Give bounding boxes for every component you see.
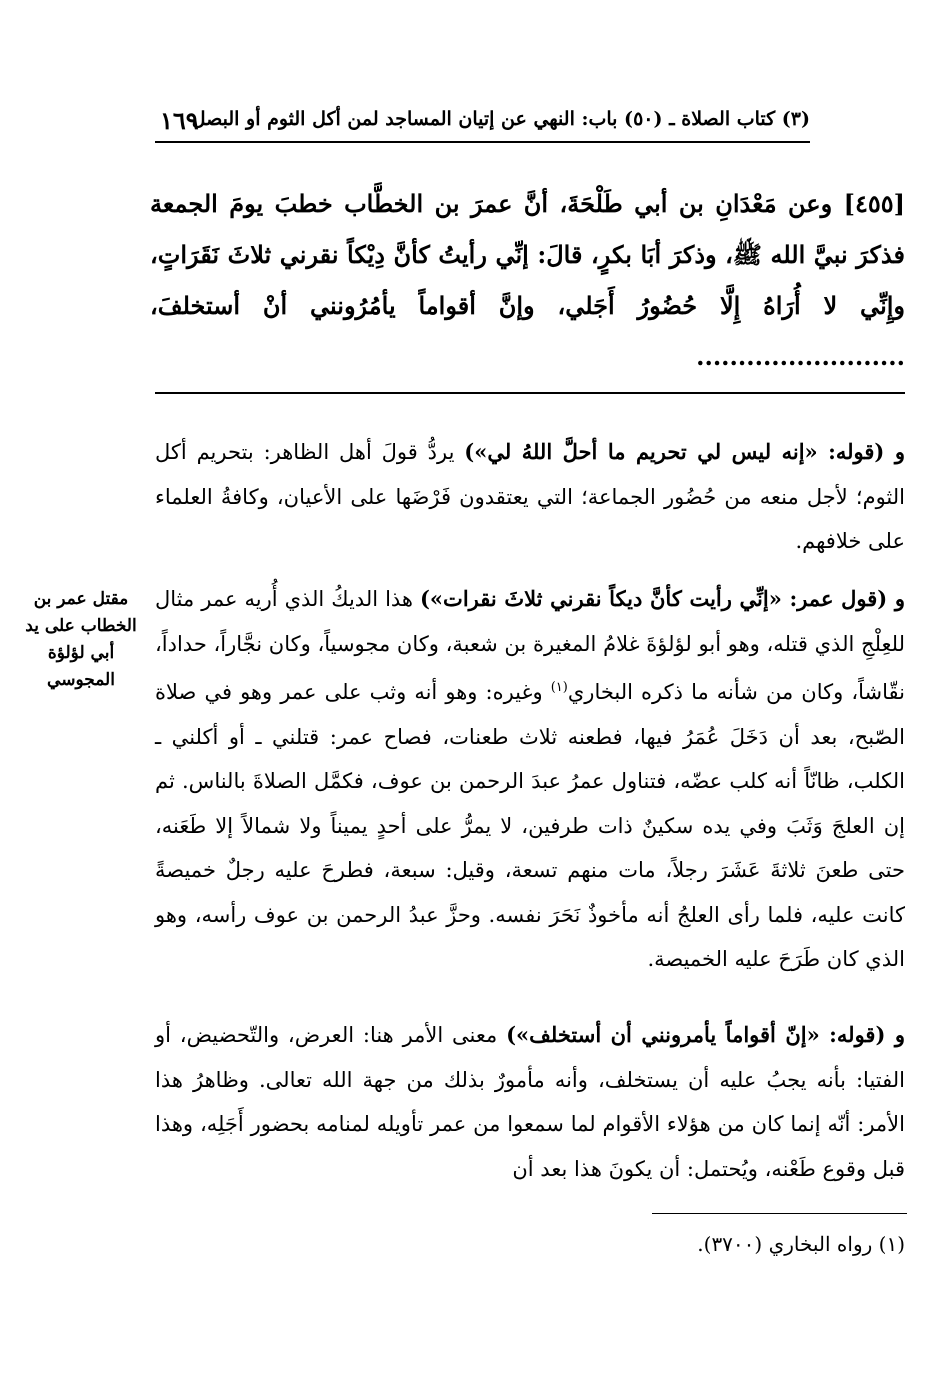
commentary-paragraph-3 <box>155 1013 905 1191</box>
running-header <box>160 108 810 140</box>
hadith-dots: ......................... <box>696 342 905 371</box>
commentary-text-2b: وغيره: وهو أنه وثب على عمر وهو في صلاة الصّبح، بعد أن دَخَلَ عُمَرُ فيها، فطعنه ثلاث طعنات، فصاح عمر: قتلني ـ أو أكلني ـ الكلب، ظانّاً أنه كلب عضّه، فتناول عمرُ عبدَ الرحمن بن عوف، فكمَّل الصلاةَ بالناس. ثم إن العلجَ وَثَبَ وفي يده سكينٌ ذات طرفين، لا يمرُّ على أحدٍ يميناً ولا شمالاً إلا طَعَنه، حتى طعنَ ثلاثةَ عَشَرَ رجلاً، مات منهم تسعة، وقيل: سبعة، فطرحَ عليه رجلٌ خميصةً كانت عليه، فلما رأى العلجُ أنه مأخوذٌ نَحَرَ نفسه. وحزَّ عبدُ الرحمن بن عوف رأسه، وهو الذي كان طَرَحَ عليه الخميصة. <box>155 680 905 971</box>
commentary-paragraph-1 <box>155 430 905 564</box>
footnote-rule <box>652 1213 907 1214</box>
section-divider <box>155 392 905 394</box>
commentary-paragraph-2 <box>155 577 905 982</box>
commentary-text-1: يردُّ قولَ أهل الظاهر: بتحريم أكل الثوم؛ لأجل منعه من حُضُور الجماعة؛ التي يعتقدون فَرْضَها على الأعيان، وكافةُ العلماء على خلافهم. <box>155 440 905 553</box>
commentary-text-2: هذا الديكُ الذي أُريه عمر مثال للعِلْجِ الذي قتله، وهو أبو لؤلؤةَ غلامُ المغيرة بن شعبة، وكان مجوسياً، وكان نجَّاراً، حداداً، نقّاشاً، وكان من شأنه ما ذكره البخاري <box>155 587 905 704</box>
commentary-quote-1: و (قوله: «إنه ليس لي تحريم ما أحلَّ اللهُ لي») <box>464 439 905 464</box>
commentary-text-3: معنى الأمر هنا: العرض، والتّحضيض، أو الفتيا: بأنه يجبُ عليه أن يستخلف، وأنه مأمورٌ بذلك من جهة الله تعالى. وظاهرُ هذا الأمر: أنّه إنما كان من هؤلاء الأقوام لما سمعوا من عمر تأويله لمنامه بحضور أَجَلِه، وهذا قبل وقوع طَعْنه، ويُحتمل: أن يكونَ هذا بعد أن <box>155 1023 905 1181</box>
hadith-number: [٤٥٥] <box>843 189 906 218</box>
footnote-ref: (١) <box>550 680 568 695</box>
commentary-quote-3: و (قوله: «إنّ أقواماً يأمرونني أن أستخلف») <box>506 1022 905 1047</box>
header-rule <box>155 141 810 143</box>
margin-note: مقتل عمر بن الخطاب على يد أبي لؤلؤة المجوسي <box>25 589 137 690</box>
page-number: ١٦٩ <box>160 106 199 135</box>
commentary-quote-2: و (قول عمر: «إنِّي رأيت كأنَّ ديكاً نقرني ثلاثَ نقرات») <box>420 586 905 611</box>
hadith-text <box>150 178 905 382</box>
hadith-body: وعن مَعْدَانِ بن أبي طَلْحَةَ، أنَّ عمرَ بن الخطَّاب خطبَ يومَ الجمعة فذكرَ نبيَّ الله ﷺ، وذكرَ أبَا بكرٍ، قالَ: إنِّي رأيتُ كأنَّ دِيْكاً نقرني ثلاثَ نَقَرَاتٍ، وإِنِّي لا أُرَاهُ إِلَّا حُضُورُ أَجَلي، وإنَّ أقواماً يأمُرُونني أنْ أستخلفَ، <box>150 189 905 320</box>
header-title: (٣) كتاب الصلاة ـ (٥٠) باب: النهي عن إتيان المساجد لمن أكل الثوم أو البصل <box>191 108 810 130</box>
footnote: (١) رواه البخاري (٣٧٠٠). <box>697 1232 905 1256</box>
